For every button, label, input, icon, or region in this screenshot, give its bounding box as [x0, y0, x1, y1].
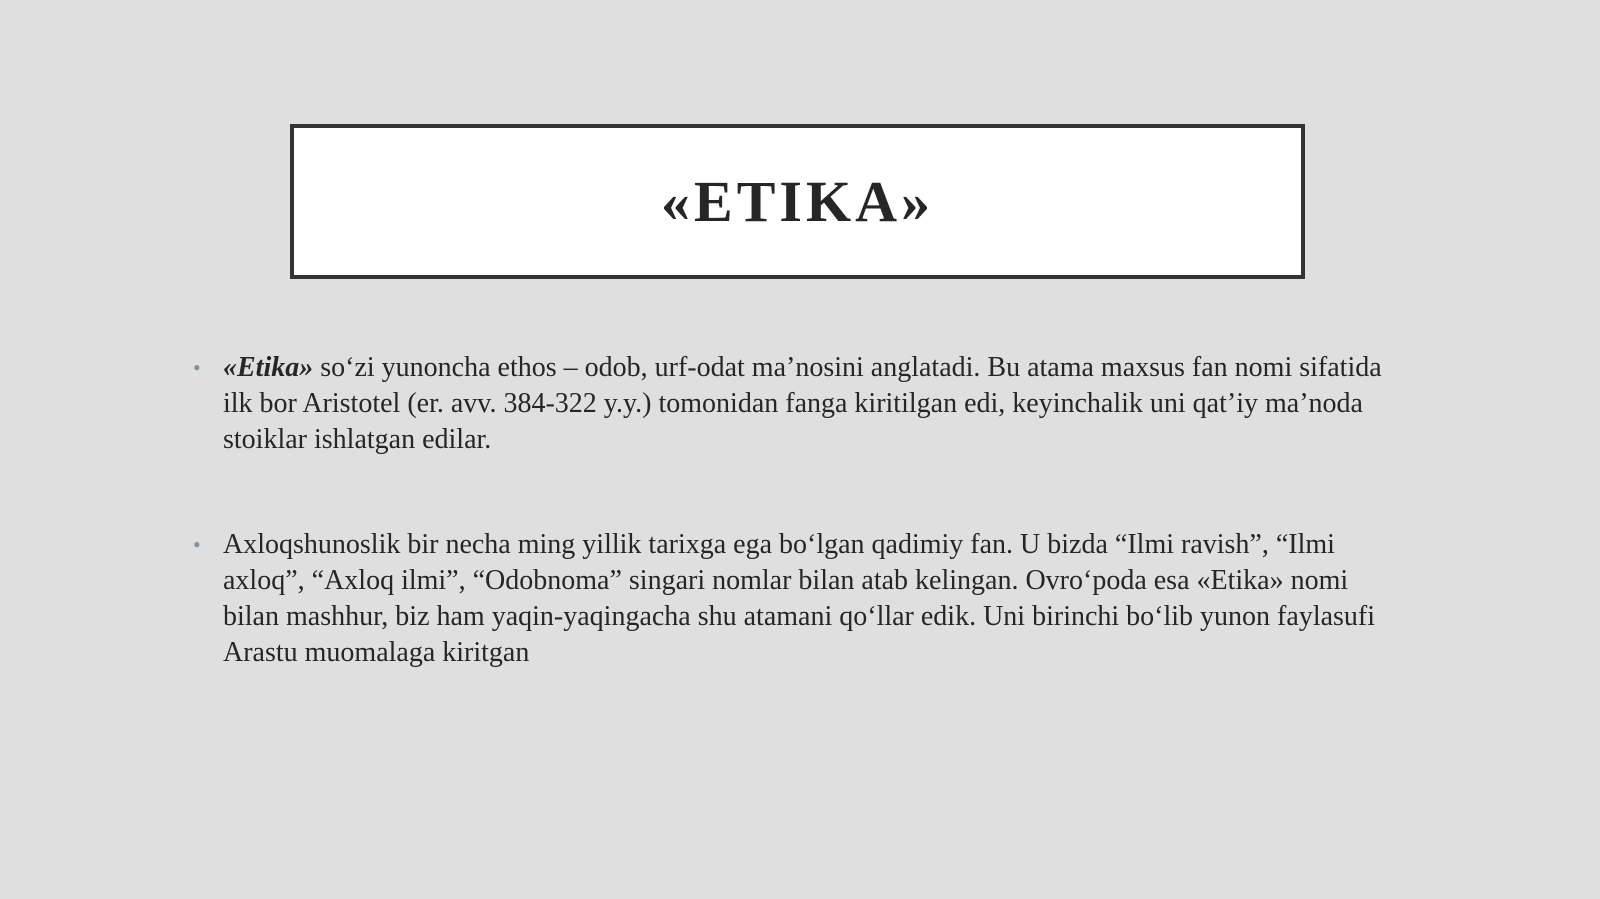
title-box [290, 124, 1305, 279]
bullet-text: Axloqshunoslik bir necha ming yillik tarixga ega bo‘lgan qadimiy fan. U bizda “Ilmi ravish”, “Ilmi axloq”, “Axloq ilmi”, “Odobnoma” singari nomlar bilan atab kelingan. Ovro‘poda esa «Etika» nomi bilan mashhur, biz ham yaqin-yaqingacha shu atamani qo‘llar edik. Uni birinchi bo‘lib yunon faylasufi Arastu muomalaga kiritgan [223, 529, 1376, 668]
bullet-dot-icon: • [193, 355, 201, 380]
bullet-text: so‘zi yunoncha ethos – odob, urf-odat ma’nosini anglatadi. Bu atama maxsus fan nomi sifatida ilk bor Aristotel (er. avv. 384-322 y.y.) tomonidan fanga kiritilgan edi, keyinchalik uni qat’iy ma’noda stoiklar ishlatgan edilar. [223, 352, 1382, 455]
bullet-item-history [193, 527, 1393, 671]
slide-title: «ETIKA» [661, 168, 934, 234]
term-emphasis: «Etika» [223, 352, 314, 383]
bullet-item-etymology [193, 350, 1393, 458]
bullet-list [193, 350, 1393, 671]
bullet-dot-icon: • [193, 532, 201, 557]
